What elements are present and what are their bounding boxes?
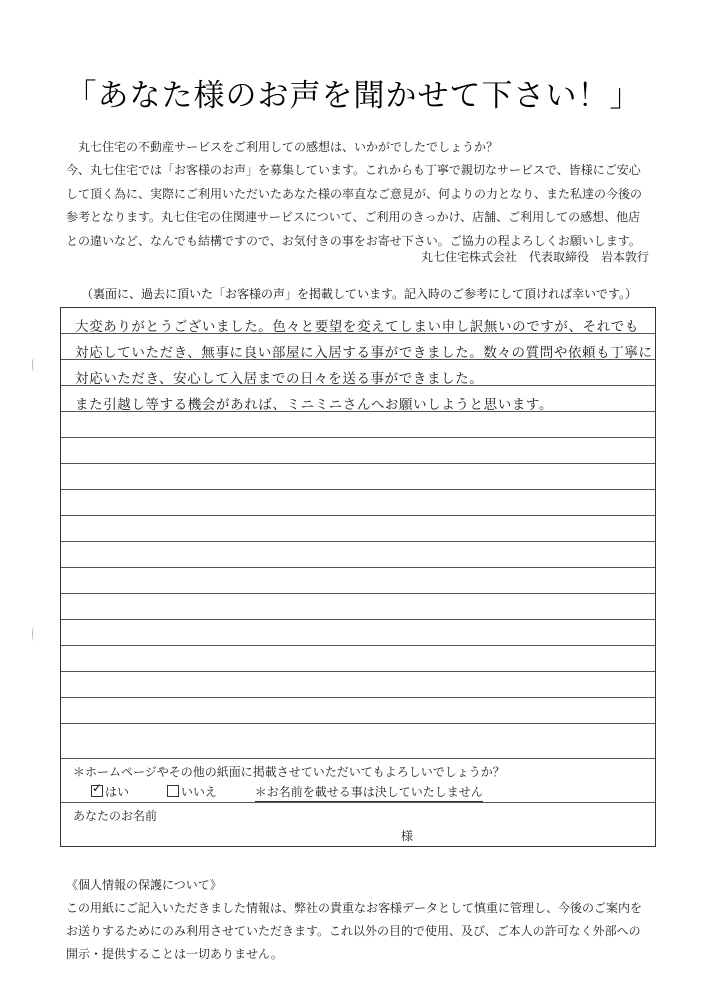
privacy-line: この用紙にご記入いただきました情報は、弊社の貴重なお客様データとして慎重に管理し、今後のご案内を bbox=[66, 901, 643, 915]
ruled-line bbox=[61, 619, 655, 620]
comment-form-box bbox=[60, 307, 656, 847]
yes-label: はい bbox=[105, 785, 130, 799]
handwritten-comment-line: 大変ありがとうございました。色々と要望を変えてしまい申し訳無いのですが、それでも bbox=[75, 319, 639, 335]
consent-yes-option[interactable] bbox=[91, 783, 129, 800]
ruled-line bbox=[61, 541, 655, 542]
binding-mark bbox=[32, 358, 36, 372]
consent-options bbox=[91, 783, 483, 802]
privacy-name-note: ＊お名前を載せる事は決していたしません bbox=[255, 783, 483, 802]
privacy-heading: 《個人情報の保護について》 bbox=[66, 878, 222, 892]
ruled-line bbox=[61, 489, 655, 490]
handwritten-comment-line: 対応していただき、無事に良い部屋に入居する事ができました。数々の質問や依頼も丁寧に bbox=[75, 345, 653, 361]
ruled-line bbox=[61, 697, 655, 698]
ruled-line bbox=[61, 645, 655, 646]
ruled-line bbox=[61, 567, 655, 568]
no-checkbox[interactable] bbox=[167, 785, 179, 797]
intro-line: して頂く為に、実際にご利用いただいたあなた様の率直なご意見が、何よりの力となり、また私達の今後の bbox=[66, 186, 643, 201]
intro-line: 今、丸七住宅では「お客様のお声」を募集しています。これからも丁寧で親切なサービスで、皆様にご安心 bbox=[66, 163, 641, 178]
reference-notice: （裏面に、過去に頂いた「お客様の声」を掲載しています。記入時のご参考にして頂ければ幸いです。） bbox=[80, 287, 638, 301]
intro-text bbox=[66, 136, 652, 253]
ruled-line bbox=[61, 671, 655, 672]
no-label: いいえ bbox=[180, 785, 217, 799]
privacy-section bbox=[66, 874, 666, 966]
privacy-line: お送りするためにのみ利用させていただきます。これ以外の目的で使用、及び、ご本人の許可なく外部への bbox=[66, 924, 641, 938]
consent-question: ＊ホームページやその他の紙面に掲載させていただいてもよろしいでしょうか？ bbox=[73, 765, 505, 779]
ruled-line bbox=[61, 463, 655, 464]
handwritten-comment-line: また引越し等する機会があれば、ミニミニさんへお願いしようと思います。 bbox=[75, 397, 554, 413]
handwritten-comment-line: 対応いただき、安心して入居までの日々を送る事ができました。 bbox=[75, 371, 484, 387]
name-divider bbox=[61, 802, 655, 803]
page-title: 「あなた様のお声を聞かせて下さい！」 bbox=[65, 78, 642, 114]
intro-line: との違いなど、なんでも結構ですので、お気付きの事をお寄せ下さい。ご協力の程よろしくお願いします。 bbox=[66, 233, 641, 248]
ruled-line bbox=[61, 593, 655, 594]
name-honorific: 様 bbox=[401, 829, 414, 843]
privacy-line: 開示・提供することは一切ありません。 bbox=[66, 947, 283, 961]
ruled-line bbox=[61, 758, 655, 759]
intro-line: 丸七住宅の不動産サービスをご利用しての感想は、いかがでしたでしょうか？ bbox=[78, 140, 499, 154]
ruled-line bbox=[61, 723, 655, 724]
name-label: あなたのお名前 bbox=[73, 809, 158, 823]
ruled-line bbox=[61, 437, 655, 438]
intro-line: 参考となります。丸七住宅の住関連サービスについて、ご利用のきっかけ、店舗、ご利用しての感想、他店 bbox=[66, 210, 641, 225]
ruled-line bbox=[61, 515, 655, 516]
binding-mark bbox=[32, 627, 36, 641]
consent-no-option[interactable] bbox=[167, 783, 217, 800]
signature: 丸七住宅株式会社 代表取締役 岩本敦行 bbox=[420, 250, 649, 264]
yes-checkbox[interactable] bbox=[91, 785, 103, 797]
